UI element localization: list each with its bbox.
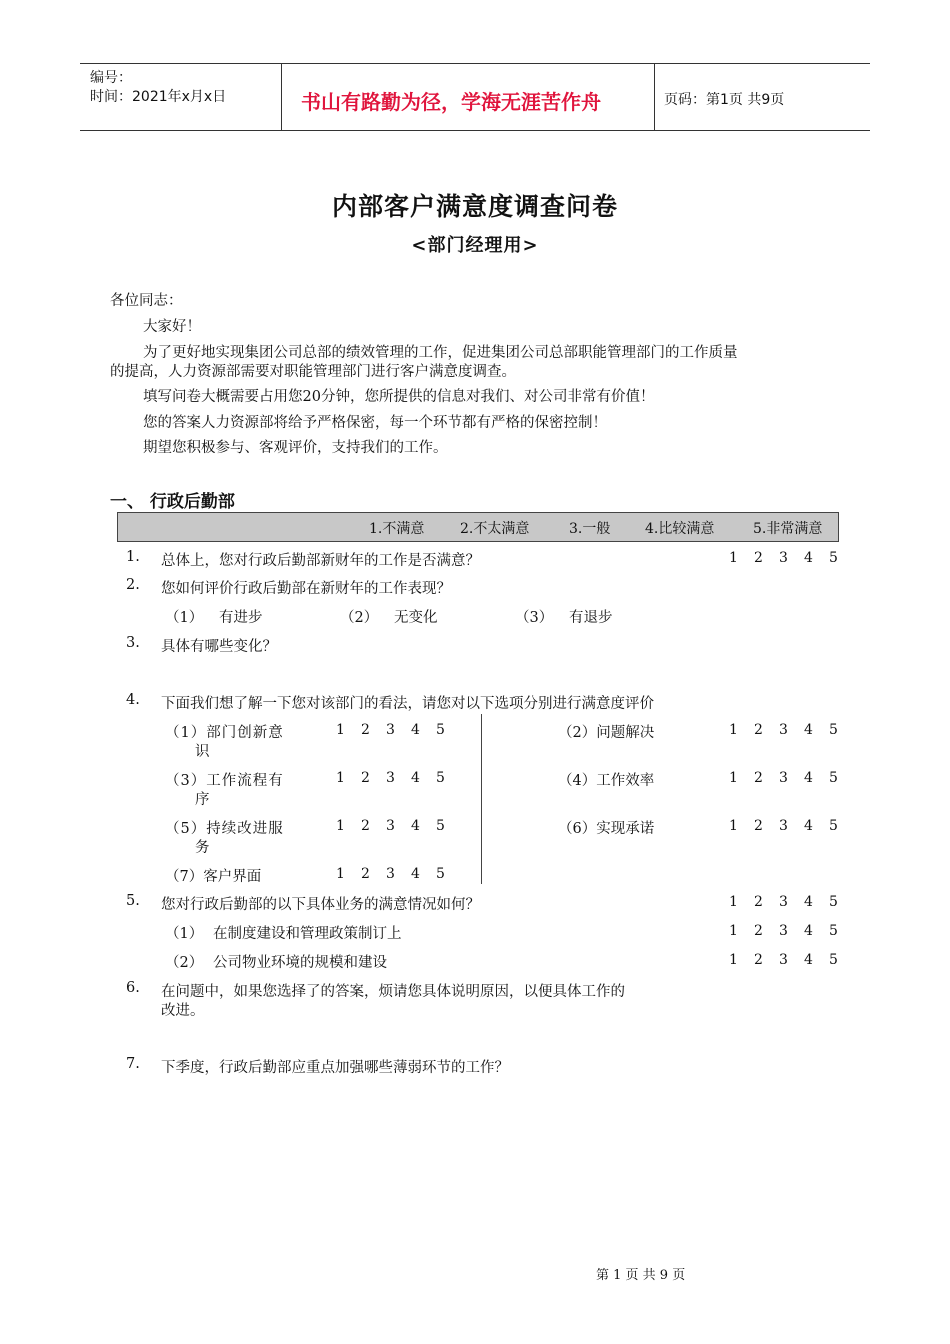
rating-option[interactable]: 1: [729, 550, 738, 566]
rating-option[interactable]: 1: [336, 722, 345, 738]
rating-option[interactable]: 5: [829, 722, 838, 738]
rating-option[interactable]: 3: [779, 722, 788, 738]
rating-option[interactable]: 4: [411, 722, 420, 738]
greeting: 各位同志：: [110, 293, 183, 309]
scale-label-4: 4.比较满意: [645, 521, 715, 537]
rating-option[interactable]: 2: [754, 550, 763, 566]
q4-item5-line1: （5）持续改进服: [165, 821, 284, 837]
intro-p5: 期望您积极参与、客观评价，支持我们的工作。: [143, 440, 448, 456]
section-title: 一、 行政后勤部: [110, 492, 235, 512]
rating-option[interactable]: 3: [779, 952, 788, 968]
q2-option2[interactable]: 无变化: [394, 610, 438, 626]
rating-option[interactable]: 1: [729, 770, 738, 786]
rating-option[interactable]: 4: [804, 923, 813, 939]
rating-option[interactable]: 3: [386, 818, 395, 834]
q4-column-divider: [481, 714, 482, 884]
rating-option[interactable]: 2: [361, 818, 370, 834]
scale-label-1: 1.不满意: [369, 521, 425, 537]
rating-option[interactable]: 1: [729, 818, 738, 834]
q6-text-line2: 改进。: [161, 1003, 205, 1019]
q2-option3[interactable]: 有退步: [569, 610, 613, 626]
rating-option[interactable]: 2: [754, 818, 763, 834]
q1-text: 总体上，您对行政后勤部新财年的工作是否满意？: [161, 553, 480, 569]
rating-option[interactable]: 5: [436, 770, 445, 786]
rating-option[interactable]: 2: [754, 722, 763, 738]
q3-number: 3.: [126, 635, 140, 651]
header-motto: 书山有路勤为径，学海无涯苦作舟: [301, 90, 601, 114]
header-page-label: 页码：第1页 共9页: [664, 92, 785, 108]
rating-option[interactable]: 5: [829, 550, 838, 566]
rating-option[interactable]: 5: [436, 722, 445, 738]
rating-option[interactable]: 1: [729, 923, 738, 939]
rating-option[interactable]: 5: [436, 866, 445, 882]
rating-option[interactable]: 2: [361, 722, 370, 738]
q4-item6: （6）实现承诺: [558, 821, 655, 837]
rating-option[interactable]: 3: [386, 722, 395, 738]
rating-option[interactable]: 3: [779, 770, 788, 786]
rating-option[interactable]: 1: [729, 894, 738, 910]
rating-option[interactable]: 4: [411, 770, 420, 786]
q5-text: 您对行政后勤部的以下具体业务的满意情况如何？: [161, 897, 480, 913]
q2-option1[interactable]: 有进步: [219, 610, 263, 626]
q4-item7: （7）客户界面: [165, 869, 262, 885]
q5-number: 5.: [126, 893, 140, 909]
intro-p4: 您的答案人力资源部将给予严格保密，每一个环节都有严格的保密控制！: [143, 415, 607, 431]
rating-option[interactable]: 5: [829, 894, 838, 910]
q7-number: 7.: [126, 1056, 140, 1072]
rating-option[interactable]: 1: [336, 866, 345, 882]
q4-item5-rating[interactable]: [336, 818, 461, 834]
scale-label-3: 3.一般: [569, 521, 611, 537]
rating-option[interactable]: 4: [411, 866, 420, 882]
q4-item3-line2: 序: [195, 792, 210, 808]
q5-sub1-rating[interactable]: [729, 923, 854, 939]
q4-item1-line2: 识: [195, 744, 210, 760]
rating-option[interactable]: 4: [804, 770, 813, 786]
scale-label-2: 2.不太满意: [460, 521, 530, 537]
rating-option[interactable]: 4: [411, 818, 420, 834]
q4-text: 下面我们想了解一下您对该部门的看法，请您对以下选项分别进行满意度评价: [161, 696, 654, 712]
page-title: 内部客户满意度调查问卷: [331, 192, 618, 221]
q2-option3-number: （3）: [515, 610, 554, 626]
q4-item7-rating[interactable]: [336, 866, 461, 882]
q2-number: 2.: [126, 577, 140, 593]
page-subtitle: <部门经理用>: [411, 235, 539, 256]
rating-option[interactable]: 2: [361, 770, 370, 786]
rating-option[interactable]: 3: [386, 866, 395, 882]
q6-text-line1: 在问题中，如果您选择了的答案，烦请您具体说明原因，以便具体工作的: [161, 984, 625, 1000]
rating-option[interactable]: 3: [779, 894, 788, 910]
rating-option[interactable]: 5: [829, 923, 838, 939]
rating-option[interactable]: 4: [804, 818, 813, 834]
q4-item3-rating[interactable]: [336, 770, 461, 786]
q3-text: 具体有哪些变化？: [161, 639, 277, 655]
intro-p2-line2: 的提高，人力资源部需要对职能管理部门进行客户满意度调查。: [110, 364, 516, 380]
q4-item1-line1: （1）部门创新意: [165, 725, 284, 741]
rating-option[interactable]: 5: [829, 818, 838, 834]
header-divider-right: [654, 63, 655, 130]
intro-p3: 填写问卷大概需要占用您20分钟，您所提供的信息对我们、对公司非常有价值！: [143, 389, 655, 405]
rating-option[interactable]: 1: [729, 952, 738, 968]
rating-option[interactable]: 4: [804, 550, 813, 566]
rating-option[interactable]: 3: [779, 550, 788, 566]
q2-text: 您如何评价行政后勤部在新财年的工作表现？: [161, 581, 451, 597]
rating-option[interactable]: 1: [336, 818, 345, 834]
intro-p2-line1: 为了更好地实现集团公司总部的绩效管理的工作，促进集团公司总部职能管理部门的工作质量: [143, 345, 738, 361]
rating-option[interactable]: 4: [804, 894, 813, 910]
q5-sub1-number: （1）: [165, 926, 204, 942]
header-top-rule: [80, 63, 870, 64]
q1-rating[interactable]: [729, 550, 854, 566]
rating-option[interactable]: 1: [336, 770, 345, 786]
rating-option[interactable]: 5: [829, 770, 838, 786]
q4-item2: （2）问题解决: [558, 725, 655, 741]
q4-item4-rating[interactable]: [729, 770, 854, 786]
q6-number: 6.: [126, 980, 140, 996]
q4-item3-line1: （3）工作流程有: [165, 773, 284, 789]
q4-item2-rating[interactable]: [729, 722, 854, 738]
doc-time-label: 时间：2021年x月x日: [90, 89, 227, 105]
q5-rating[interactable]: [729, 894, 854, 910]
rating-option[interactable]: 1: [729, 722, 738, 738]
rating-option[interactable]: 5: [436, 818, 445, 834]
q4-item5-line2: 务: [195, 840, 210, 856]
rating-option[interactable]: 3: [386, 770, 395, 786]
rating-option[interactable]: 3: [779, 818, 788, 834]
doc-number-label: 编号：: [90, 70, 132, 86]
rating-option[interactable]: 4: [804, 952, 813, 968]
rating-option[interactable]: 4: [804, 722, 813, 738]
rating-option[interactable]: 3: [779, 923, 788, 939]
q2-option2-number: （2）: [340, 610, 379, 626]
rating-option[interactable]: 2: [361, 866, 370, 882]
rating-option[interactable]: 2: [754, 894, 763, 910]
q4-number: 4.: [126, 692, 140, 708]
q4-item1-rating[interactable]: [336, 722, 461, 738]
q5-sub1-text: 在制度建设和管理政策制订上: [213, 926, 402, 942]
rating-option[interactable]: 2: [754, 923, 763, 939]
rating-option[interactable]: 2: [754, 952, 763, 968]
q5-sub2-rating[interactable]: [729, 952, 854, 968]
scale-label-5: 5.非常满意: [753, 521, 823, 537]
q5-sub2-number: （2）: [165, 955, 204, 971]
header-bottom-rule: [80, 130, 870, 131]
intro-p1: 大家好！: [143, 319, 201, 335]
q5-sub2-text: 公司物业环境的规模和建设: [213, 955, 387, 971]
q1-number: 1.: [126, 549, 140, 565]
rating-option[interactable]: 5: [829, 952, 838, 968]
q7-text: 下季度，行政后勤部应重点加强哪些薄弱环节的工作？: [161, 1060, 509, 1076]
rating-option[interactable]: 2: [754, 770, 763, 786]
q4-item6-rating[interactable]: [729, 818, 854, 834]
header-divider-left: [281, 63, 282, 130]
q4-item4: （4）工作效率: [558, 773, 655, 789]
page-footer: 第 1 页 共 9 页: [596, 1268, 686, 1283]
q2-option1-number: （1）: [165, 610, 204, 626]
